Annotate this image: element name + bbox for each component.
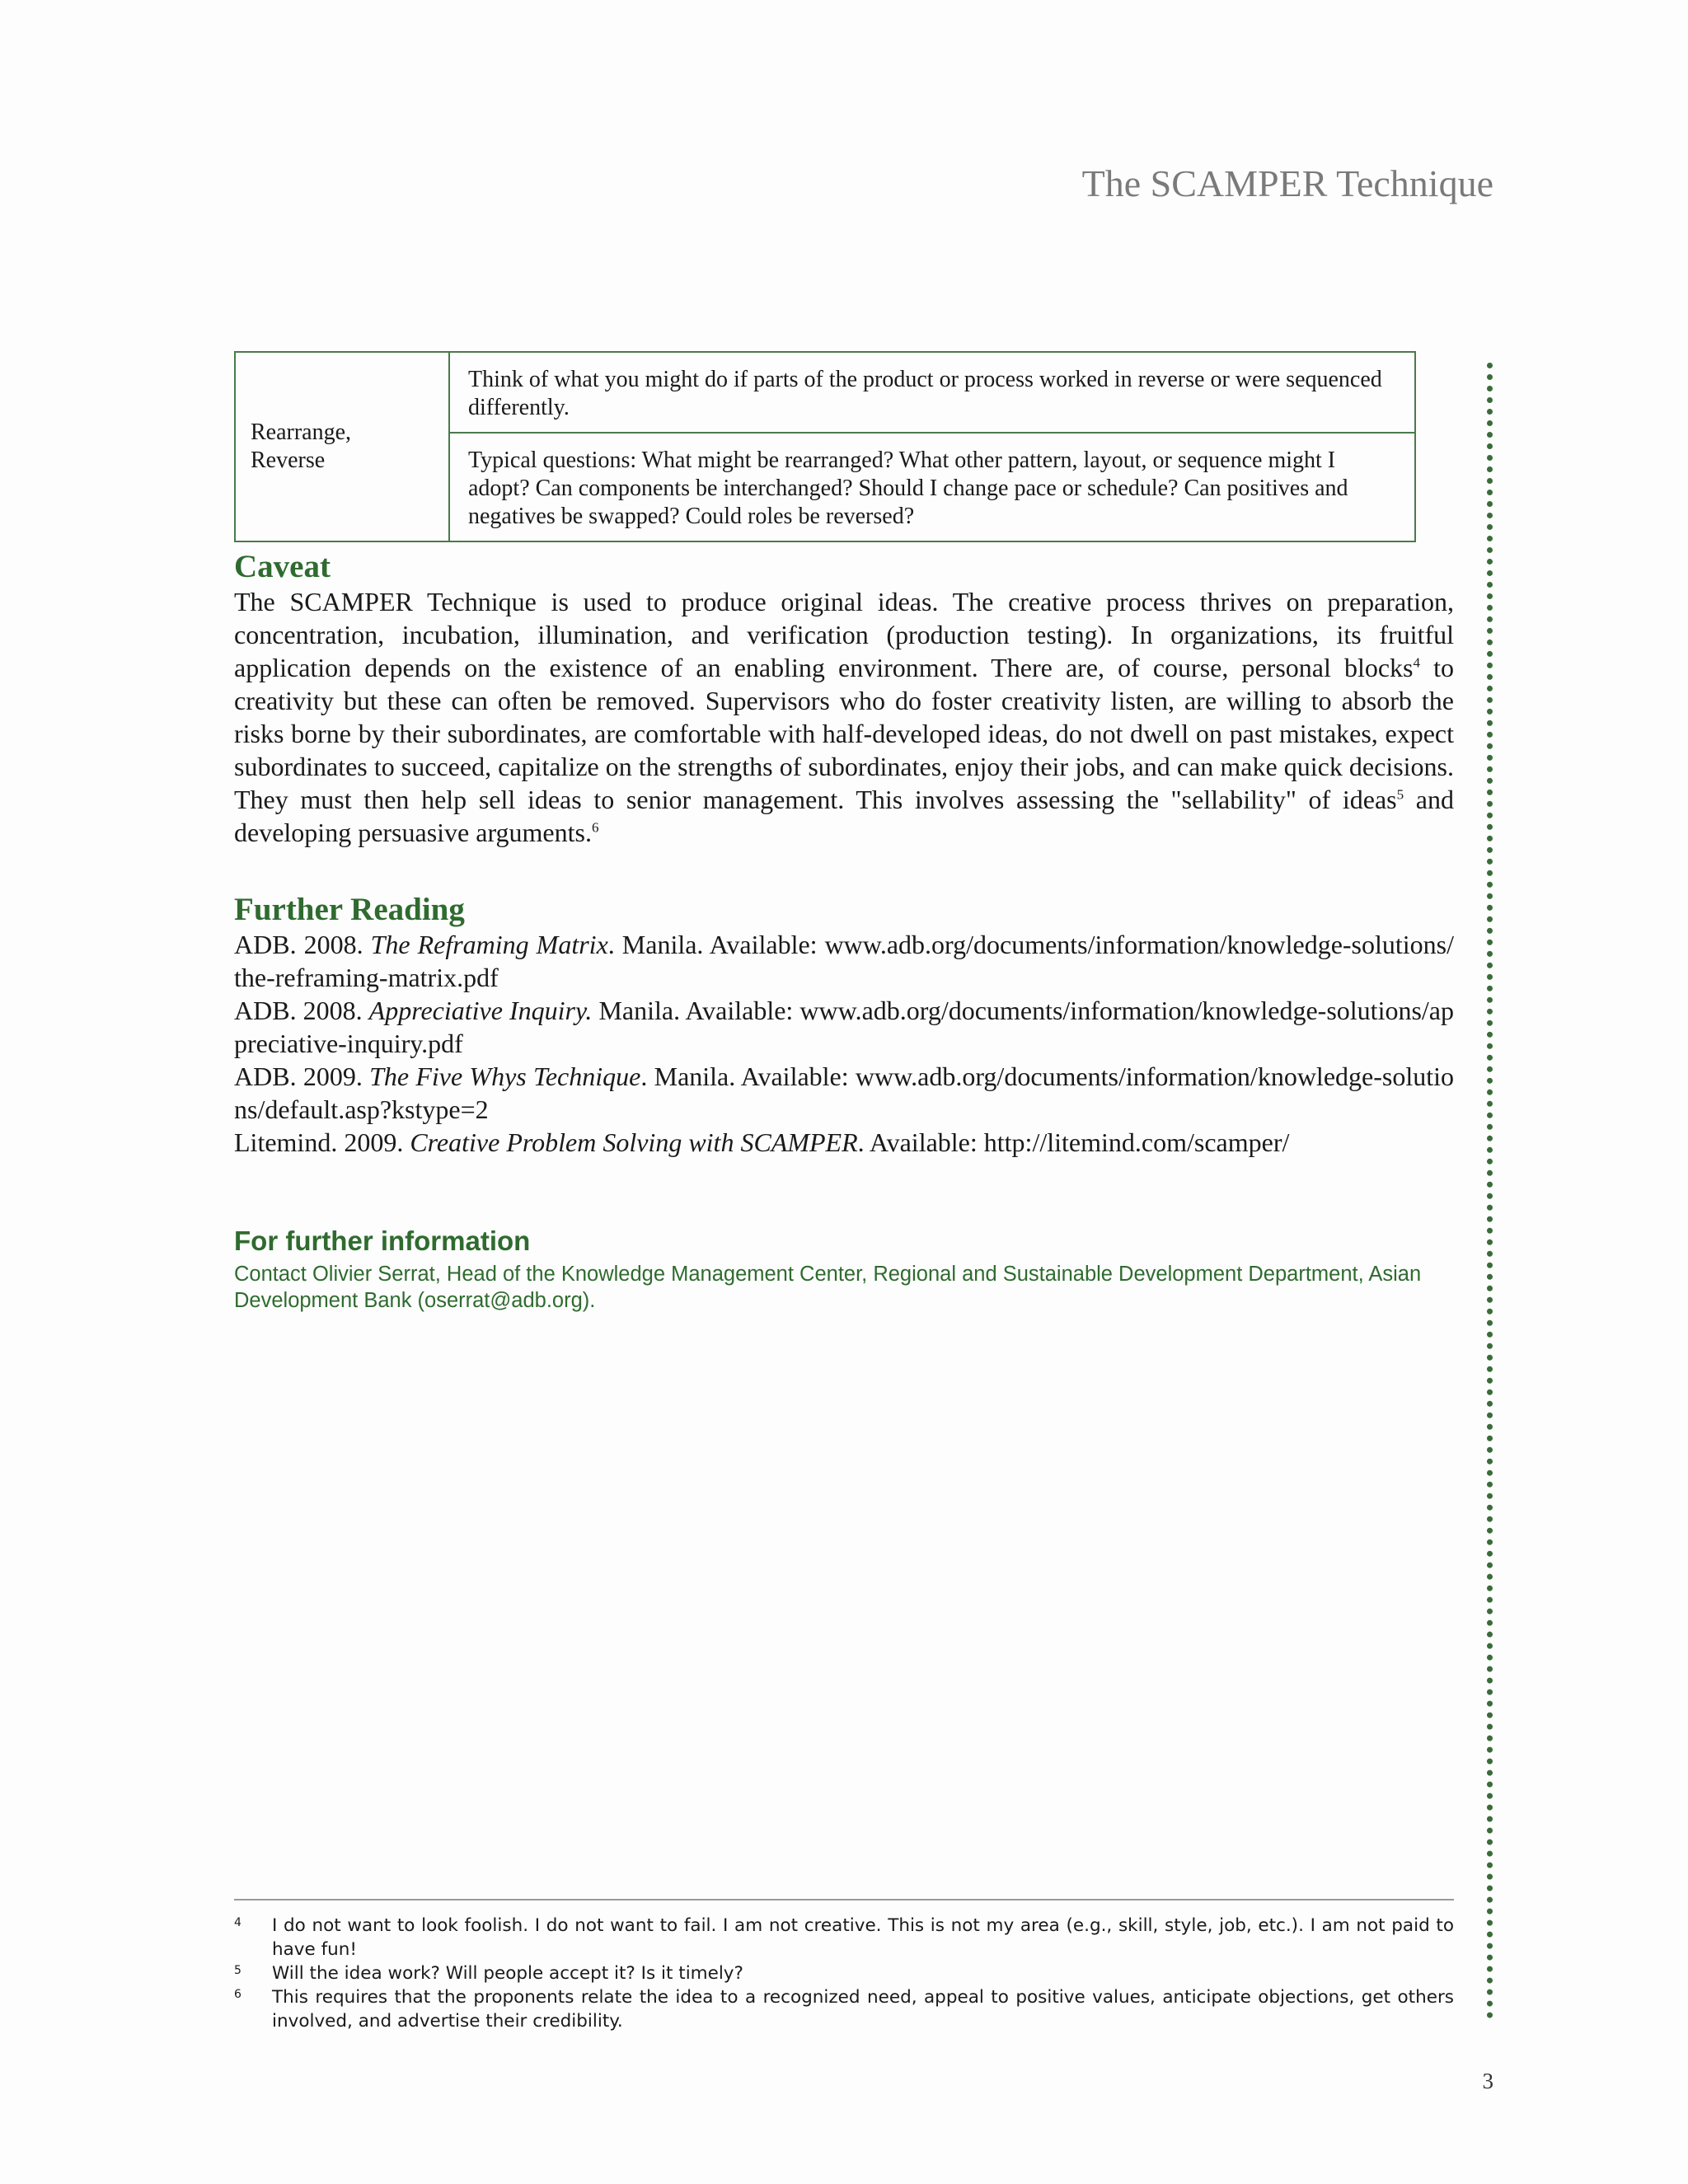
reference-title: The Five Whys Technique <box>369 1062 641 1091</box>
caveat-text-1: The SCAMPER Technique is used to produce original ideas. The creative process thrives on preparation, concentration, incubation, illumination, and verification (production testing). In organizations, its fruitful application depends on the existence of an enabling environment. There are, of course, personal blocks <box>234 587 1454 682</box>
caveat-paragraph <box>234 585 1454 849</box>
footnote-divider <box>234 1899 1454 1900</box>
footnote-ref-5[interactable]: 5 <box>1396 786 1404 803</box>
footnote-number: 4 <box>234 1916 241 1929</box>
label-line-1: Rearrange, <box>251 419 352 445</box>
further-information-section <box>234 1225 1454 1314</box>
footnote-6 <box>234 1985 1454 2033</box>
footnote-text: I do not want to look foolish. I do not want to fail. I am not creative. This is not my area (e.g., skill, style, job, etc.). I am not paid to have fun! <box>272 1915 1454 1960</box>
dotted-margin-rule <box>1487 363 1493 2019</box>
label-line-2: Reverse <box>251 448 326 473</box>
footnote-number: 6 <box>234 1988 241 2001</box>
caveat-section <box>234 549 1454 849</box>
caveat-heading: Caveat <box>234 549 331 584</box>
further-reading-section <box>234 892 1454 1159</box>
footnote-4 <box>234 1914 1454 1961</box>
reference-title: Creative Problem Solving with SCAMPER <box>410 1127 858 1157</box>
caveat-text-2: to creativity but these can often be removed. Supervisors who do foster creativity listen, are willing to absorb the risks borne by their subordinates, are comfortable with half-developed ideas, do not dwell on past mistakes, expect subordinates to succeed, capitalize on the strengths of subordinates, enjoy their jobs, and can make quick decisions. They must then help sell ideas to senior management. This involves assessing the "sellability" of ideas <box>234 653 1455 814</box>
reference-item: ADB. 2009. The Five Whys Technique. Manila. Available: www.adb.org/documents/information/knowledge-solutions/default.asp?kstype=2 <box>234 1062 1455 1124</box>
reference-item: ADB. 2008. Appreciative Inquiry. Manila. Available: www.adb.org/documents/information/knowledge-solutions/appreciative-inquiry.pdf <box>234 996 1455 1058</box>
caveat-text-3: and developing persuasive arguments. <box>234 785 1455 847</box>
table-row <box>235 352 1415 433</box>
contact-text: Contact Olivier Serrat, Head of the Knowledge Management Center, Regional and Sustainable Development Department, Asian Development Bank (oserrat@adb.org). <box>234 1263 1422 1312</box>
reference-item: Litemind. 2009. Creative Problem Solving with SCAMPER. Available: http://litemind.com/scamper/ <box>234 1127 1290 1157</box>
footnote-ref-4[interactable]: 4 <box>1413 654 1421 671</box>
further-information-heading: For further information <box>234 1226 531 1256</box>
scamper-table <box>234 351 1416 542</box>
reference-title: The Reframing Matrix <box>370 930 608 959</box>
footnotes <box>234 1914 1454 2033</box>
table-label-cell <box>235 352 449 541</box>
footnote-text: Will the idea work? Will people accept it? Is it timely? <box>272 1963 743 1984</box>
page-number: 3 <box>1482 2069 1493 2093</box>
table-prompt-cell: Think of what you might do if parts of the product or process worked in reverse or were sequenced differently. <box>449 352 1415 433</box>
footnote-5 <box>234 1961 1454 1985</box>
further-reading-heading: Further Reading <box>234 892 465 927</box>
footnote-text: This requires that the proponents relate the idea to a recognized need, appeal to positive values, anticipate objections, get others involved, and advertise their credibility. <box>272 1987 1454 2032</box>
reference-item: ADB. 2008. The Reframing Matrix. Manila. Available: www.adb.org/documents/information/knowledge-solutions/the-reframing-matrix.pdf <box>234 930 1455 992</box>
footnote-number: 5 <box>234 1964 241 1977</box>
running-title: The SCAMPER Technique <box>1081 162 1493 204</box>
footnote-ref-6[interactable]: 6 <box>591 819 599 836</box>
table-questions-cell: Typical questions: What might be rearranged? What other pattern, layout, or sequence might I adopt? Can components be interchanged? Should I change pace or schedule? Can positives and negatives be swapped? Could roles be reversed? <box>449 433 1415 541</box>
reference-title: Appreciative Inquiry. <box>368 996 593 1025</box>
